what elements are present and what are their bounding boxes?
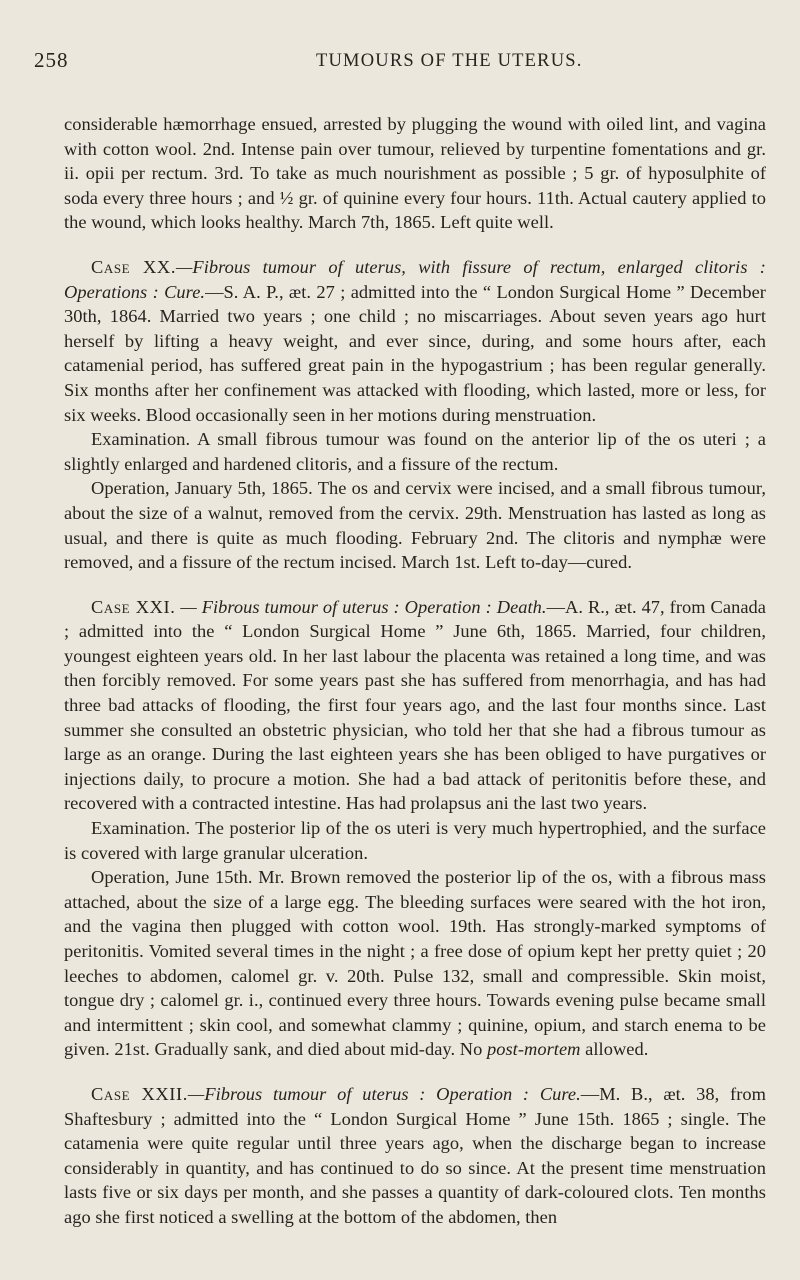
case-21-text: —A. R., æt. 47, from Canada ; admitted into the “ London Surgical Home ” June 6th, 1865. Married, four children, youngest eighteen years old. In her last labour the placenta was retained a long time, and was then forcibly removed. For some years past she has suffered from menorrhagia, and has had three bad attacks of flooding, the first four years ago, and the last four months since. Last summer she consulted an obstetric physician, who told her that she had a fibrous tumour as large as an orange. During the last eighteen years she has been obliged to have purgatives or injections daily, to procure a motion. She had a bad attack of peritonitis before these, and recovered with a contracted intestine. Has had prolapsus ani the last two years. [64,596,766,814]
running-head [34,48,794,84]
case-22-label: Case XXII. [91,1083,188,1104]
case-21-operation [64,865,766,1062]
case-20-text: —S. A. P., æt. 27 ; admitted into the “ London Surgical Home ” December 30th, 1864. Married two years ; one child ; no miscarriages. About seven years ago hurt herself by lifting a heavy weight, and ever since, during, and some hours after, each catamenial period, has suffered great pain in the hypogastrium ; has been regular generally. Six months after her confinement was attacked with flooding, which lasted, more or less, for six weeks. Blood occasionally seen in her motions during menstruation. [64,281,766,425]
case-21-operation-italic: post-mortem [486,1039,581,1060]
case-21-operation-end: allowed. [580,1039,649,1060]
paragraph-continuation: considerable hæmorrhage ensued, arrested by plugging the wound with oiled lint, and vagina with cotton wool. 2nd. Intense pain over tumour, relieved by turpentine fomentations and gr. ii. opii per rectum. 3rd. To take as much nourishment as possible ; 5 gr. of hyposulphite of soda every three hours ; and ½ gr. of quinine every four hours. 11th. Actual cautery applied to the wound, which looks healthy. March 7th, 1865. Left quite well. [64,114,766,233]
page-number: 258 [34,48,69,72]
case-22-title: —Fibrous tumour of uterus : Operation : Cure. [187,1083,581,1104]
body-text [64,112,766,1230]
case-20-heading [64,255,766,427]
case-21-heading [64,595,766,816]
case-22-heading [64,1082,766,1230]
case-21-label: Case XXI. [91,596,176,617]
case-20-operation: Operation, January 5th, 1865. The os and cervix were incised, and a small fibrous tumour, about the size of a walnut, removed from the cervix. 29th. Menstruation has lasted as long as usual, and there is quite as much flooding. February 2nd. The clitoris and nymphæ were removed, and a fissure of the rectum incised. March 1st. Left to-day—cured. [64,478,766,573]
case-21-title: — Fibrous tumour of uterus : Operation : Death. [175,596,547,617]
case-21-operation-text: Operation, June 15th. Mr. Brown removed the posterior lip of the os, with a fibrous mass attached, about the size of a large egg. The bleeding surfaces were seared with the hot iron, and the vagina then plugged with cotton wool. 19th. Has strongly-marked symptoms of peritonitis. Vomited several times in the night ; a free dose of opium kept her pretty quiet ; 20 leeches to abdomen, calomel gr. v. 20th. Pulse 132, small and compressible. Skin moist, tongue dry ; calomel gr. i., continued every three hours. Towards evening pulse became small and intermittent ; skin cool, and somewhat clammy ; quinine, opium, and starch enema to be given. 21st. Gradually sank, and died about mid-day. No [64,867,766,1060]
running-title: TUMOURS OF THE UTERUS. [316,51,583,71]
case-20-label: Case XX. [91,256,177,277]
case-20-examination: Examination. A small fibrous tumour was found on the anterior lip of the os uteri ; a slightly enlarged and hardened clitoris, and a fissure of the rectum. [64,429,766,474]
case-21-examination: Examination. The posterior lip of the os uteri is very much hypertrophied, and the surface is covered with large granular ulceration. [64,818,766,863]
case-20-title: —Fibrous tumour of uterus, with fissure of rectum, enlarged clitoris : Operations : Cure. [64,256,766,302]
case-22-text: —M. B., æt. 38, from Shaftesbury ; admitted into the “ London Surgical Home ” June 15th. 1865 ; single. The catamenia were quite regular until three years ago, when the discharge began to increase considerably in quantity, and has continued to do so since. At the present time menstruation lasts five or six days per month, and she passes a quantity of dark-coloured clots. Ten months ago she first noticed a swelling at the bottom of the abdomen, then [64,1083,766,1227]
